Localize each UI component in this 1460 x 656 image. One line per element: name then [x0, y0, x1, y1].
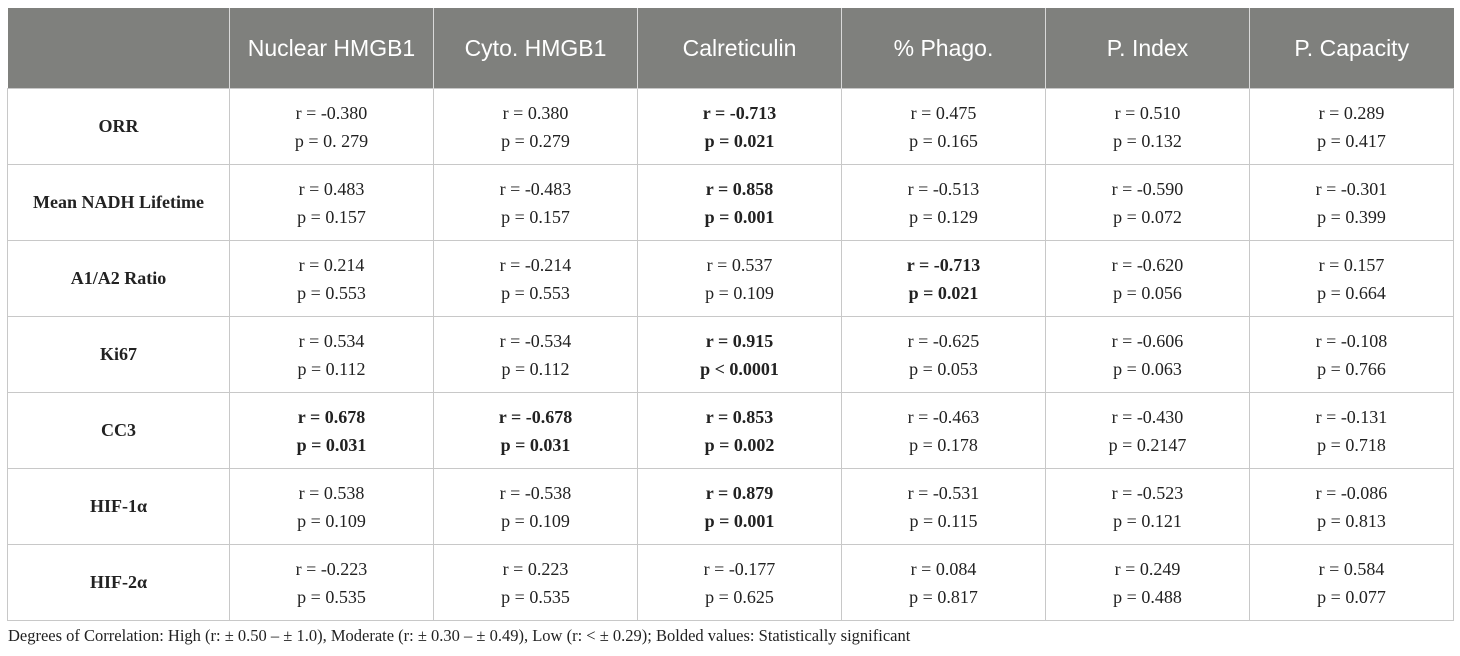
correlation-table [7, 8, 1454, 621]
r-value: r = 0.853 [705, 406, 774, 427]
table-cell [638, 165, 842, 241]
table-row [8, 545, 1454, 621]
table-row [8, 317, 1454, 393]
table-cell [842, 89, 1046, 165]
table-cell [842, 165, 1046, 241]
p-value: p = 0.063 [1113, 358, 1182, 379]
table-cell [1046, 241, 1250, 317]
p-value: p < 0.0001 [700, 358, 779, 379]
p-value: p = 0.031 [500, 434, 571, 455]
r-value: r = 0.534 [298, 330, 365, 351]
table-cell [1046, 89, 1250, 165]
p-value: p = 0.053 [909, 358, 978, 379]
p-value: p = 0.553 [297, 282, 366, 303]
p-value: p = 0.002 [704, 434, 775, 455]
p-value: p = 0.115 [909, 510, 978, 531]
table-cell [230, 545, 434, 621]
r-value: r = -0.177 [703, 558, 776, 579]
table-cell [434, 393, 638, 469]
table-row [8, 469, 1454, 545]
r-value: r = 0.678 [297, 406, 366, 427]
p-value: p = 0.165 [909, 130, 978, 151]
table-cell [230, 393, 434, 469]
table-cell [1250, 241, 1454, 317]
table-footnote: Degrees of Correlation: High (r: ± 0.50 – ± 1.0), Moderate (r: ± 0.30 – ± 0.49), Low (r: < ± 0.29); Bolded values: Statistically significant [8, 626, 911, 645]
r-value: r = -0.531 [907, 482, 980, 503]
r-value: r = 0.289 [1318, 102, 1385, 123]
p-value: p = 0.813 [1317, 510, 1386, 531]
table-cell [638, 89, 842, 165]
r-value: r = -0.625 [907, 330, 980, 351]
table-row [8, 165, 1454, 241]
r-value: r = 0.537 [706, 254, 773, 275]
p-value: p = 0.109 [297, 510, 366, 531]
row-label: Ki67 [8, 317, 230, 393]
p-value: p = 0.112 [297, 358, 366, 379]
table-cell [1046, 469, 1250, 545]
table-cell [1250, 165, 1454, 241]
r-value: r = -0.131 [1315, 406, 1388, 427]
header-cell-p-index: P. Index [1046, 8, 1250, 89]
p-value: p = 0.664 [1317, 282, 1386, 303]
table-cell [842, 241, 1046, 317]
table-cell [230, 241, 434, 317]
r-value: r = 0.380 [502, 102, 569, 123]
p-value: p = 0.132 [1113, 130, 1182, 151]
r-value: r = 0.538 [298, 482, 365, 503]
table-cell [230, 469, 434, 545]
table-cell [1046, 393, 1250, 469]
p-value: p = 0.279 [501, 130, 570, 151]
table-row [8, 89, 1454, 165]
table-row [8, 393, 1454, 469]
r-value: r = 0.249 [1114, 558, 1181, 579]
table-cell [434, 317, 638, 393]
p-value: p = 0.121 [1113, 510, 1182, 531]
r-value: r = -0.086 [1315, 482, 1388, 503]
table-cell [842, 317, 1046, 393]
r-value: r = 0.475 [910, 102, 977, 123]
p-value: p = 0.109 [501, 510, 570, 531]
p-value: p = 0.109 [705, 282, 774, 303]
table-cell [1250, 317, 1454, 393]
header-row [8, 8, 1454, 89]
table-cell [1046, 545, 1250, 621]
r-value: r = -0.483 [499, 178, 572, 199]
r-value: r = -0.620 [1111, 254, 1184, 275]
r-value: r = -0.214 [499, 254, 572, 275]
p-value: p = 0.129 [909, 206, 978, 227]
r-value: r = 0.483 [298, 178, 365, 199]
p-value: p = 0.817 [909, 586, 978, 607]
table-cell [434, 89, 638, 165]
row-label: Mean NADH Lifetime [8, 165, 230, 241]
p-value: p = 0.021 [704, 130, 775, 151]
p-value: p = 0.001 [704, 206, 775, 227]
r-value: r = -0.301 [1315, 178, 1388, 199]
r-value: r = -0.523 [1111, 482, 1184, 503]
r-value: r = -0.590 [1111, 178, 1184, 199]
p-value: p = 0.535 [297, 586, 366, 607]
table-body [8, 89, 1454, 621]
r-value: r = 0.214 [298, 254, 365, 275]
r-value: r = -0.108 [1315, 330, 1388, 351]
row-label: ORR [8, 89, 230, 165]
p-value: p = 0.488 [1113, 586, 1182, 607]
p-value: p = 0.056 [1113, 282, 1182, 303]
row-label: HIF-2α [8, 545, 230, 621]
table-cell [1046, 317, 1250, 393]
table-cell [230, 317, 434, 393]
table-cell [638, 545, 842, 621]
r-value: r = -0.463 [907, 406, 980, 427]
r-value: r = -0.678 [498, 406, 573, 427]
table-cell [1250, 89, 1454, 165]
r-value: r = -0.713 [906, 254, 981, 275]
r-value: r = 0.510 [1114, 102, 1181, 123]
table-cell [1250, 393, 1454, 469]
p-value: p = 0.535 [501, 586, 570, 607]
r-value: r = -0.606 [1111, 330, 1184, 351]
r-value: r = -0.513 [907, 178, 980, 199]
p-value: p = 0.417 [1317, 130, 1386, 151]
p-value: p = 0.021 [908, 282, 979, 303]
row-label: HIF-1α [8, 469, 230, 545]
table-row [8, 241, 1454, 317]
header-cell-phago-percent: % Phago. [842, 8, 1046, 89]
table-cell [434, 469, 638, 545]
table-cell [434, 165, 638, 241]
table-cell [1046, 165, 1250, 241]
header-cell-cyto-hmgb1: Cyto. HMGB1 [434, 8, 638, 89]
table-cell [842, 545, 1046, 621]
row-label: A1/A2 Ratio [8, 241, 230, 317]
r-value: r = -0.538 [499, 482, 572, 503]
table-header [8, 8, 1454, 89]
p-value: p = 0.625 [705, 586, 774, 607]
header-cell-nuclear-hmgb1: Nuclear HMGB1 [230, 8, 434, 89]
table-cell [1250, 469, 1454, 545]
r-value: r = 0.915 [705, 330, 774, 351]
r-value: r = -0.713 [702, 102, 777, 123]
p-value: p = 0.766 [1317, 358, 1386, 379]
p-value: p = 0.072 [1113, 206, 1182, 227]
r-value: r = 0.584 [1318, 558, 1385, 579]
table-cell [638, 317, 842, 393]
p-value: p = 0.077 [1317, 586, 1386, 607]
r-value: r = -0.223 [295, 558, 368, 579]
p-value: p = 0.553 [501, 282, 570, 303]
table-cell [434, 545, 638, 621]
header-cell-p-capacity: P. Capacity [1250, 8, 1454, 89]
p-value: p = 0.178 [909, 434, 978, 455]
table-cell [842, 393, 1046, 469]
p-value: p = 0. 279 [294, 130, 369, 151]
p-value: p = 0.001 [704, 510, 775, 531]
table-cell [1250, 545, 1454, 621]
r-value: r = 0.157 [1318, 254, 1385, 275]
r-value: r = 0.879 [705, 482, 774, 503]
r-value: r = 0.084 [910, 558, 977, 579]
p-value: p = 0.399 [1317, 206, 1386, 227]
p-value: p = 0.157 [297, 206, 366, 227]
table-cell [230, 165, 434, 241]
p-value: p = 0.718 [1317, 434, 1386, 455]
table-cell [638, 469, 842, 545]
p-value: p = 0.2147 [1108, 434, 1187, 455]
table-cell [638, 393, 842, 469]
p-value: p = 0.112 [501, 358, 570, 379]
r-value: r = -0.380 [295, 102, 368, 123]
r-value: r = 0.223 [502, 558, 569, 579]
r-value: r = 0.858 [705, 178, 774, 199]
header-cell-corner [8, 8, 230, 89]
r-value: r = -0.534 [499, 330, 572, 351]
table-cell [230, 89, 434, 165]
p-value: p = 0.031 [296, 434, 367, 455]
table-cell [638, 241, 842, 317]
header-cell-calreticulin: Calreticulin [638, 8, 842, 89]
table-cell [434, 241, 638, 317]
row-label: CC3 [8, 393, 230, 469]
table-cell [842, 469, 1046, 545]
r-value: r = -0.430 [1111, 406, 1184, 427]
p-value: p = 0.157 [501, 206, 570, 227]
